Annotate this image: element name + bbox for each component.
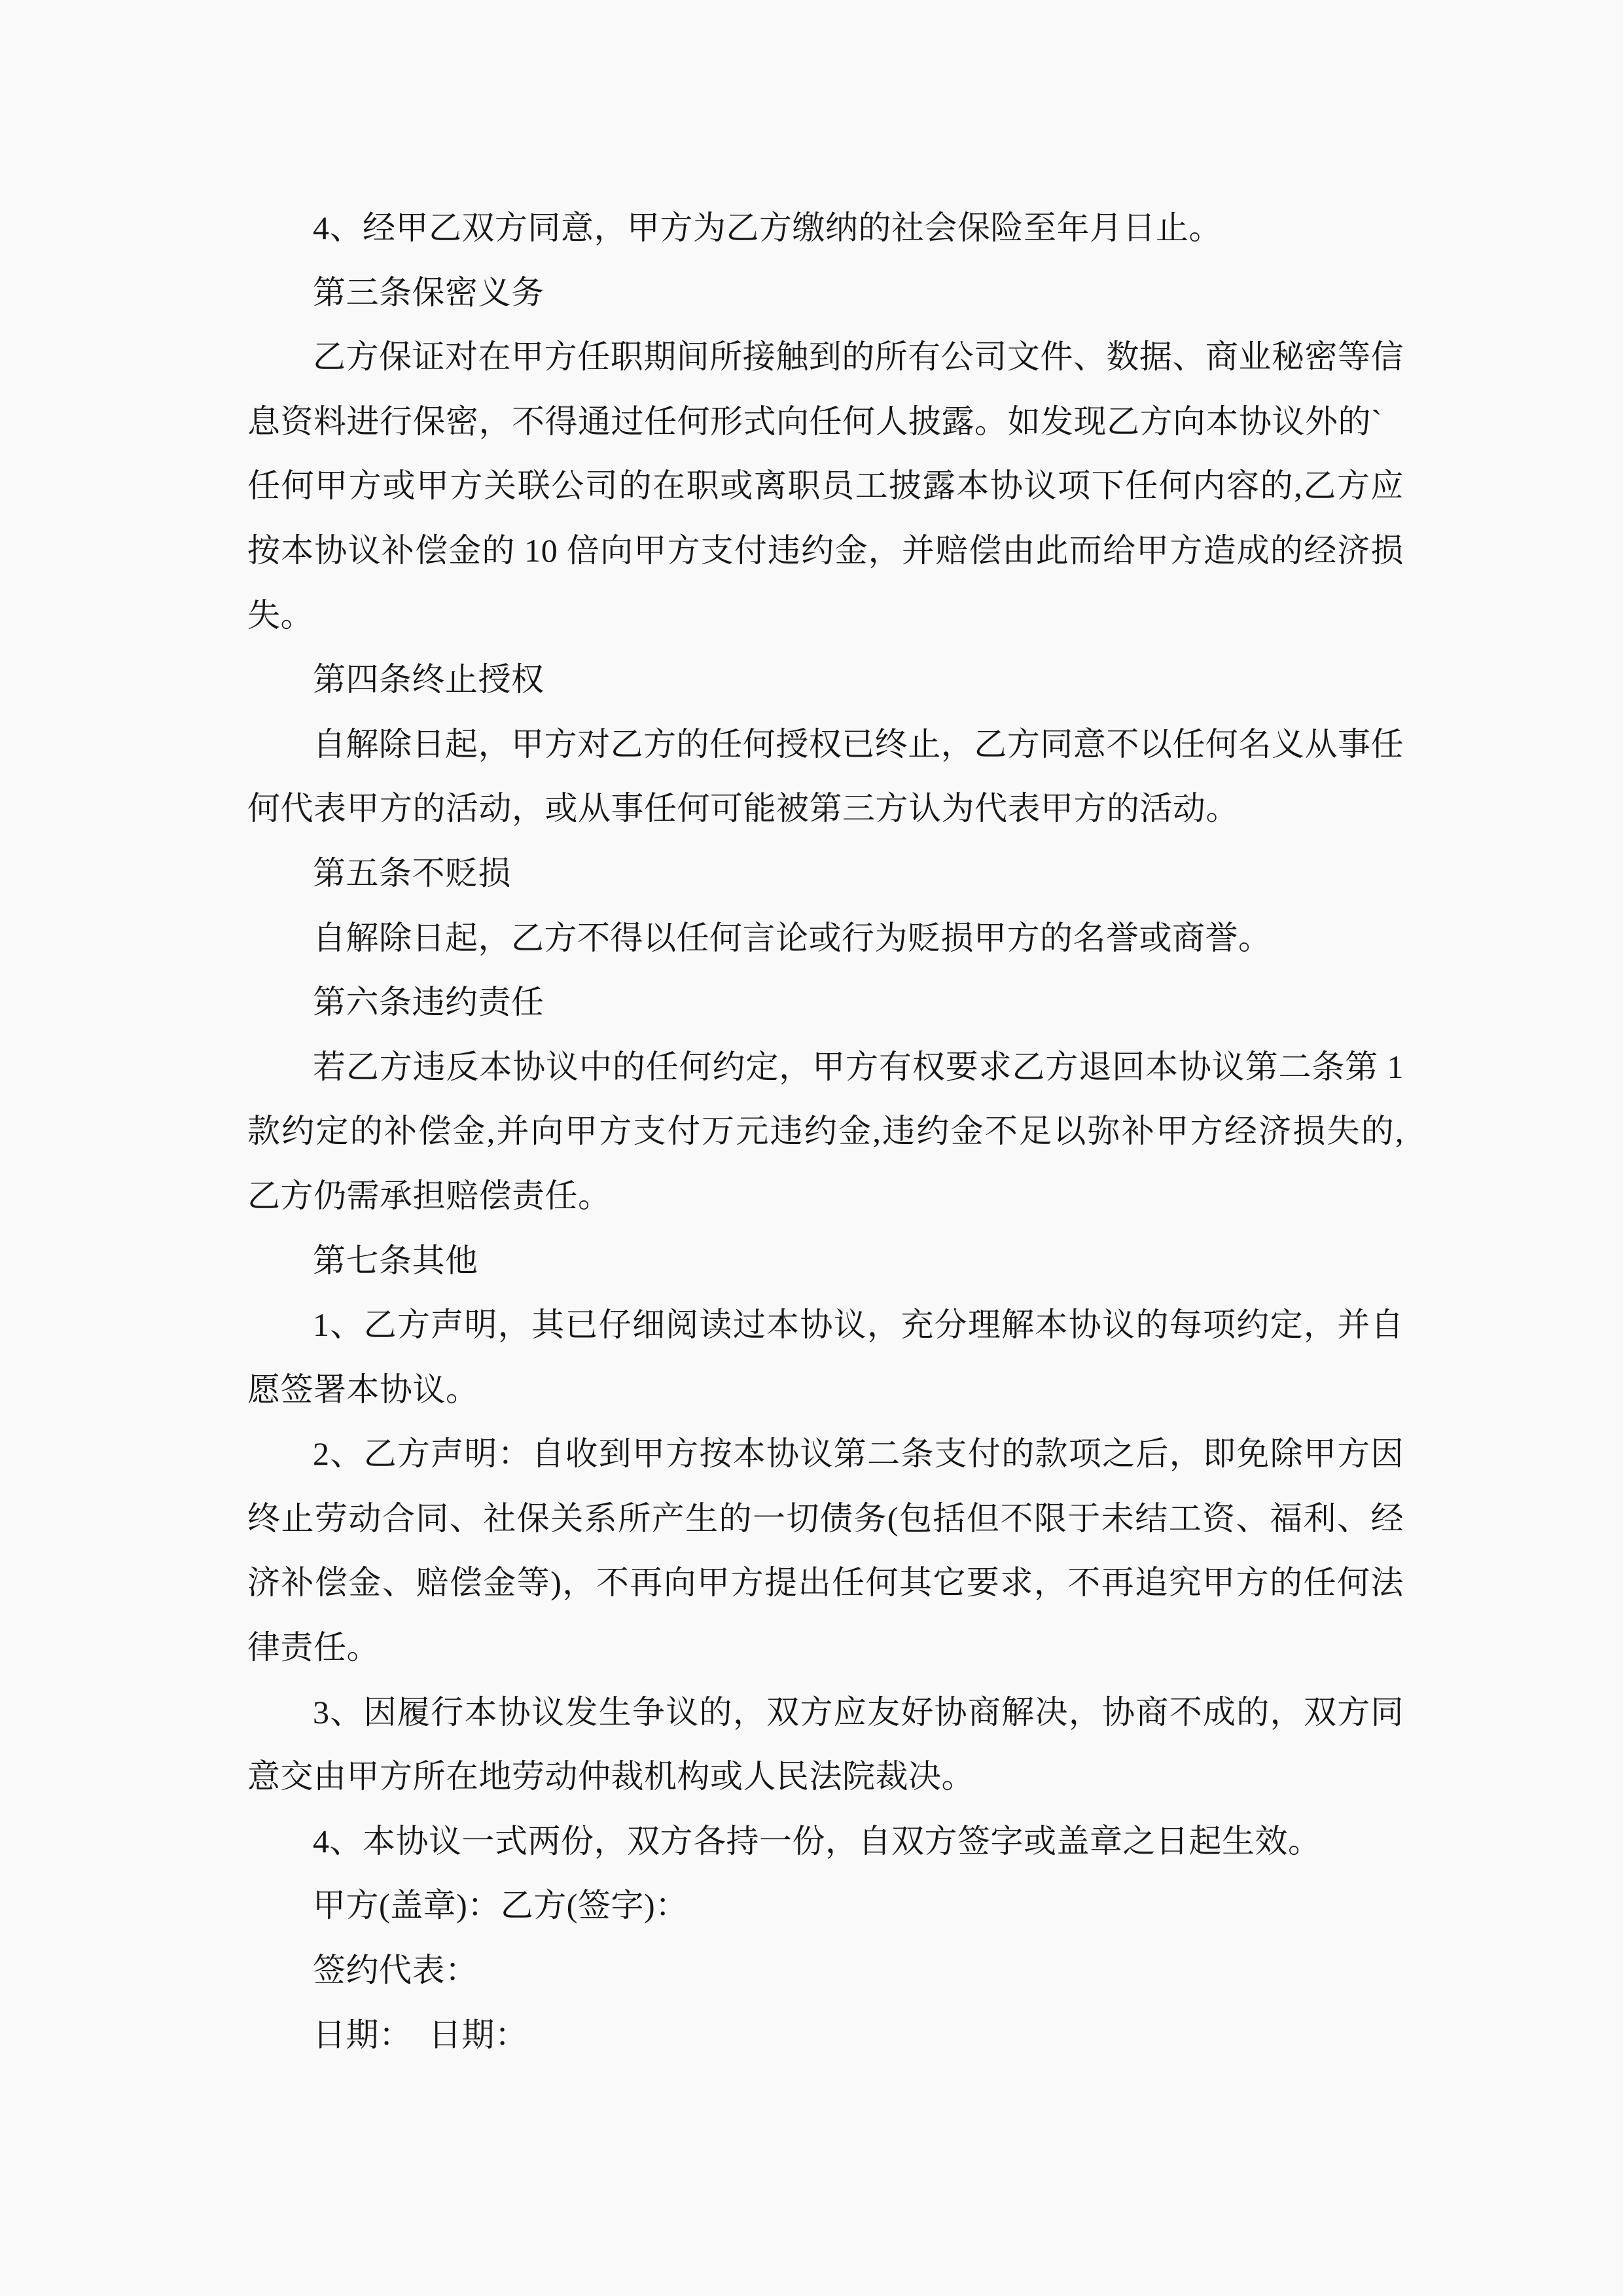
document-body (247, 196, 1404, 2067)
document-line: 乙方仍需承担赔偿责任。 (247, 1177, 611, 1214)
section-heading: 第三条保密义务 (313, 274, 544, 311)
signature-representative-line: 签约代表： (313, 1952, 478, 1989)
section-heading: 第七条其他 (313, 1242, 478, 1279)
document-line: 1、乙方声明，其已仔细阅读过本协议，充分理解本协议的每项约定，并自 (313, 1306, 1404, 1344)
date-line: 日期： 日期： (313, 2016, 528, 2053)
section-heading: 第四条终止授权 (313, 661, 544, 698)
document-line: 自解除日起，乙方不得以任何言论或行为贬损甲方的名誉或商誉。 (313, 919, 1272, 956)
document-line: 自解除日起，甲方对乙方的任何授权已终止，乙方同意不以任何名义从事任 (313, 725, 1404, 762)
signature-line: 甲方(盖章)：乙方(签字)： (313, 1887, 688, 1924)
section-heading: 第五条不贬损 (313, 854, 511, 891)
document-line: 若乙方违反本协议中的任何约定，甲方有权要求乙方退回本协议第二条第 1 (313, 1048, 1404, 1085)
document-line: 何代表甲方的活动，或从事任何可能被第三方认为代表甲方的活动。 (247, 790, 1239, 827)
section-heading: 第六条违约责任 (313, 984, 544, 1021)
document-line: 意交由甲方所在地劳动仲裁机构或人民法院裁决。 (247, 1758, 974, 1795)
document-line: 款约定的补偿金,并向甲方支付万元违约金,违约金不足以弥补甲方经济损失的, (247, 1113, 1404, 1150)
document-line: 按本协议补偿金的 10 倍向甲方支付违约金，并赔偿由此而给甲方造成的经济损 (247, 531, 1404, 569)
document-line: 济补偿金、赔偿金等)，不再向甲方提出任何其它要求，不再追究甲方的任何法 (247, 1564, 1404, 1602)
document-line: 4、经甲乙双方同意，甲方为乙方缴纳的社会保险至年月日止。 (313, 209, 1222, 246)
document-line: 任何甲方或甲方关联公司的在职或离职员工披露本协议项下任何内容的,乙方应 (247, 467, 1404, 505)
document-line: 失。 (247, 596, 313, 634)
document-line: 终止劳动合同、社保关系所产生的一切债务(包括但不限于未结工资、福利、经 (247, 1499, 1404, 1537)
document-line: 息资料进行保密，不得通过任何形式向任何人披露。如发现乙方向本协议外的` (247, 403, 1383, 440)
document-line: 愿签署本协议。 (247, 1371, 479, 1408)
document-line: 律责任。 (247, 1629, 380, 1666)
document-line: 2、乙方声明：自收到甲方按本协议第二条支付的款项之后，即免除甲方因 (313, 1435, 1404, 1473)
document-line: 乙方保证对在甲方任职期间所接触到的所有公司文件、数据、商业秘密等信 (313, 338, 1404, 376)
document-line: 4、本协议一式两份，双方各持一份，自双方签字或盖章之日起生效。 (313, 1822, 1321, 1859)
document-line: 3、因履行本协议发生争议的，双方应友好协商解决，协商不成的，双方同 (313, 1693, 1404, 1731)
